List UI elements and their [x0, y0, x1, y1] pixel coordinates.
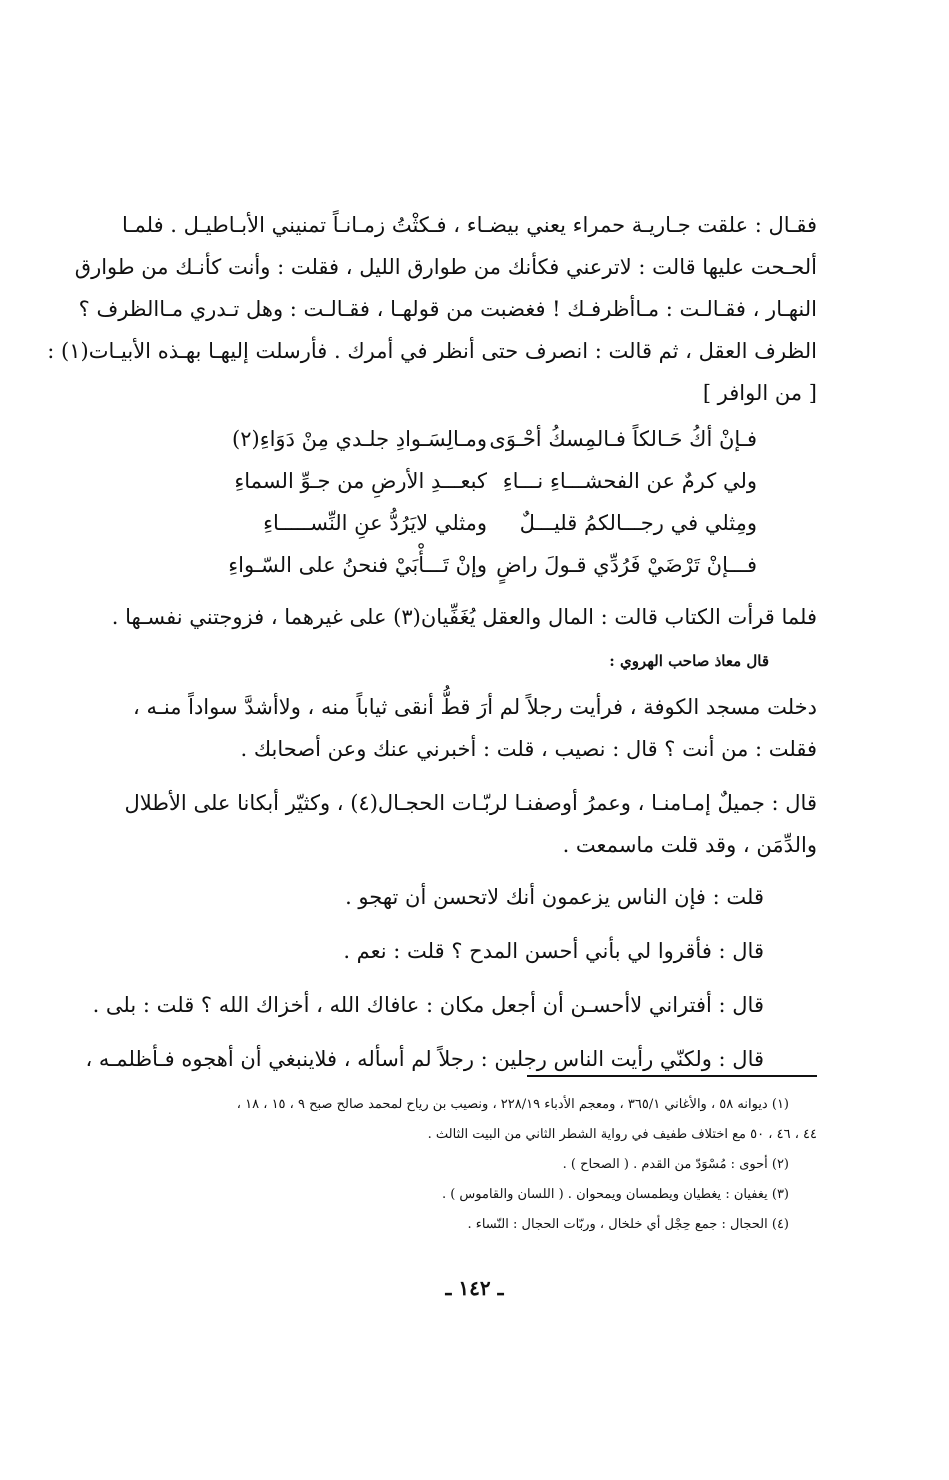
- footnote: (٢) أحوى : مُسْوَدّ من القدم . ( الصحاح ) .: [562, 1157, 789, 1172]
- text-line: فقلت : من أنت ؟ قال : نصيب ، قلت : أخبرني عنك وعن أصحابك .: [240, 737, 817, 761]
- first-hemistich: ومِثلي في رجـــالكمُ قليـــلٌ: [519, 511, 757, 535]
- footnotes: [129, 1090, 817, 1240]
- footnote: (١) ديوانه ٥٨ ، والأغاني ٣٦٥/١ ، ومعجم الأدباء ٢٢٨/١٩ ، ونصيب بن رياح لمحمد صالح صبح ٩ ، ١٥ ، ١٨ ،: [236, 1097, 789, 1112]
- text-line: قال : جميلٌ إمـامنـا ، وعمرُ أوصفنـا لربّـات الحجـال(٤) ، وكثيّر أبكانا على الأطلال: [124, 791, 817, 815]
- text-line: فلما قرأت الكتاب قالت : المال والعقل يُغَفِّيان(٣) على غيرهما ، فزوجتني نفسـها .: [111, 605, 817, 629]
- paragraph: [125, 686, 817, 770]
- poem-verses: [197, 418, 817, 586]
- footnote-divider: [527, 1075, 817, 1077]
- verse-line: [197, 502, 817, 544]
- text-line: ألحـحت عليها قالت : لاترعني فكأنك من طوارق الليل ، فقلت : وأنت كأنـك من طوارق: [74, 255, 817, 279]
- dialogue-line: قال : أفتراني لاأحسـن أن أجعل مكان : عافاك الله ، أخزاك الله ؟ قلت : بلى .: [92, 993, 764, 1017]
- dialogue-lines: [85, 870, 764, 1086]
- dialogue-line: قال : ولكنّي رأيت الناس رجلين : رجلاً لم أسأله ، فلاينبغي أن أهجوه فـأظلمـه ،: [85, 1047, 764, 1071]
- dialogue-line: قلت : فإن الناس يزعمون أنك لاتحسن أن تهجو .: [345, 885, 764, 909]
- paragraph: [125, 782, 817, 866]
- verse-line: [197, 460, 817, 502]
- second-hemistich: كبعـــدِ الأرضِ من جـوِّ السماءِ: [234, 469, 487, 493]
- meter-note: [ من الوافر ]: [702, 381, 817, 405]
- text-line: والدِّمَن ، وقد قلت ماسمعت .: [562, 833, 817, 857]
- footnote: (٣) يغفيان : يغطيان ويطمسان ويمحوان . ( اللسان والقاموس ) .: [441, 1187, 789, 1202]
- text-line: دخلت مسجد الكوفة ، فرأيت رجلاً لم أرَ قطُّ أنقى ثياباً منه ، ولاأشدَّ سواداً منـه ،: [133, 695, 817, 719]
- verse-line: [197, 418, 817, 460]
- intro-paragraph: [47, 204, 817, 414]
- page-number: ـ ١٤٢ ـ: [445, 1276, 504, 1300]
- text-line: النهـار ، فقـالـت : مـاأظرفـك ! فغضبت من قولهـا ، فقـالـت : وهل تـدري مـاالظرف ؟: [78, 297, 817, 321]
- second-hemistich: ومثلي لايَرُدُّ عنِ النِّســـــاءِ: [263, 511, 487, 535]
- verse-line: [197, 544, 817, 586]
- footnote-continuation: ٤٤ ، ٤٦ ، ٥٠ مع اختلاف طفيف في رواية الشطر الثاني من البيت الثالث .: [427, 1127, 817, 1142]
- text-line: الظرف العقل ، ثم قالت : انصرف حتى أنظر في أمرك . فأرسلت إليهـا بهـذه الأبيـات(١) :: [47, 339, 817, 363]
- footnote: (٤) الحجال : جمع حِجْل أي خلخال ، وربّات الحجال : النّساء .: [467, 1217, 789, 1232]
- first-hemistich: فـإنْ أكُ حَـالكاً فـالمِسكُ أحْـوَى: [489, 427, 757, 451]
- dialogue-line: قال : فأقروا لي بأني أحسن المدح ؟ قلت : نعم .: [343, 939, 764, 963]
- second-hemistich: وإنْ تَـــأْبَيْ فنحنُ على السّـواءِ: [228, 553, 487, 577]
- text-line: فقـال : علقت جـاريـة حمراء يعني بيضـاء ، فـكثْتُ زمـانـاً تمنيني الأبـاطيـل . فلمـا: [121, 213, 817, 237]
- first-hemistich: فـــإنْ تَرْضَيْ فَرُدِّي قـولَ راضٍ: [496, 553, 757, 577]
- section-heading: قال معاذ صاحب الهروي :: [609, 652, 769, 670]
- first-hemistich: ولي كرمٌ عن الفحشـــاءِ نـــاءِ: [502, 469, 757, 493]
- second-hemistich: ومـالِسَـوادِ جلـدي مِنْ دَوَاءِ(٢): [232, 427, 487, 451]
- after-verse-paragraph: [111, 596, 817, 638]
